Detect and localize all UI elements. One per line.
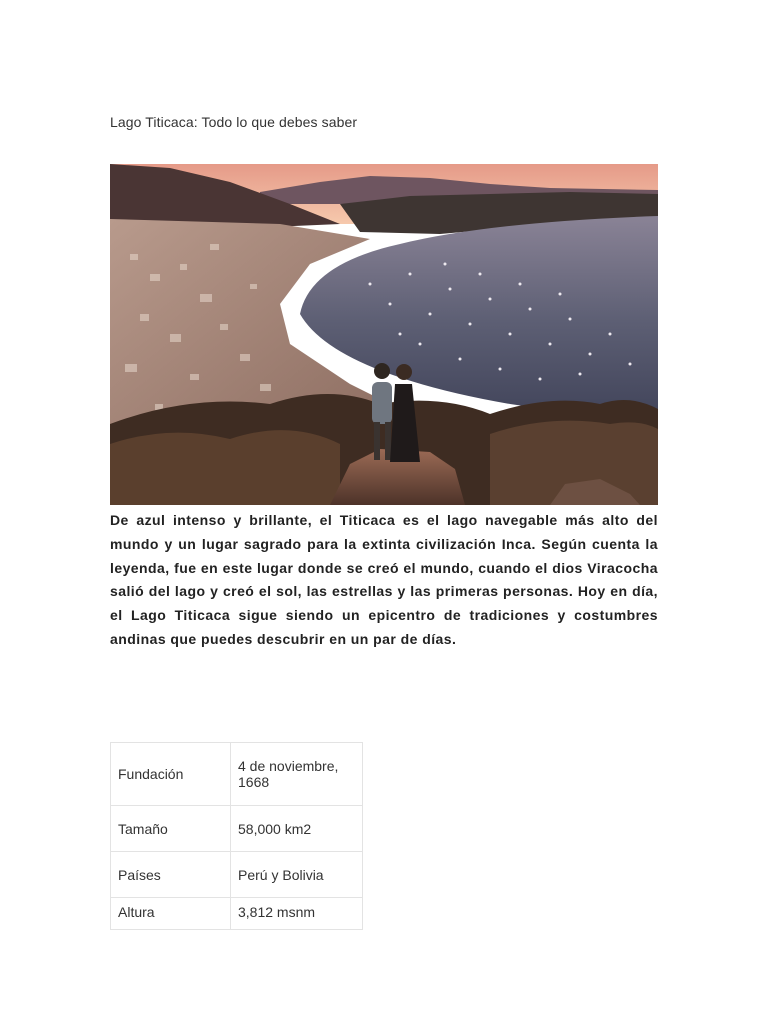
fact-value: 4 de noviembre, 1668 xyxy=(231,743,363,806)
intro-paragraph: De azul intenso y brillante, el Titicaca es el lago navegable más alto del mundo y un lugar sagrado para la extinta civilización Inca. Según cuenta la leyenda, fue en este lugar donde se creó el mundo, cuando el dios Viracocha salió del lago y creó el sol, las estrellas y las primeras personas. Hoy en día, el Lago Titicaca sigue siendo un epicentro de tradiciones y costumbres andinas que puedes descubrir en un par de días. xyxy=(110,512,658,647)
fact-label: Altura xyxy=(111,898,231,930)
table-row xyxy=(111,743,363,806)
facts-table xyxy=(110,742,363,930)
table-row xyxy=(111,806,363,852)
fact-value: 3,812 msnm xyxy=(231,898,363,930)
fact-value: Perú y Bolivia xyxy=(231,852,363,898)
fact-label: Fundación xyxy=(111,743,231,806)
fact-label: Países xyxy=(111,852,231,898)
lake-photo xyxy=(110,164,658,505)
fact-label: Tamaño xyxy=(111,806,231,852)
page-title: Lago Titicaca: Todo lo que debes saber xyxy=(110,114,358,130)
fact-value: 58,000 km2 xyxy=(231,806,363,852)
table-row xyxy=(111,898,363,930)
table-row xyxy=(111,852,363,898)
